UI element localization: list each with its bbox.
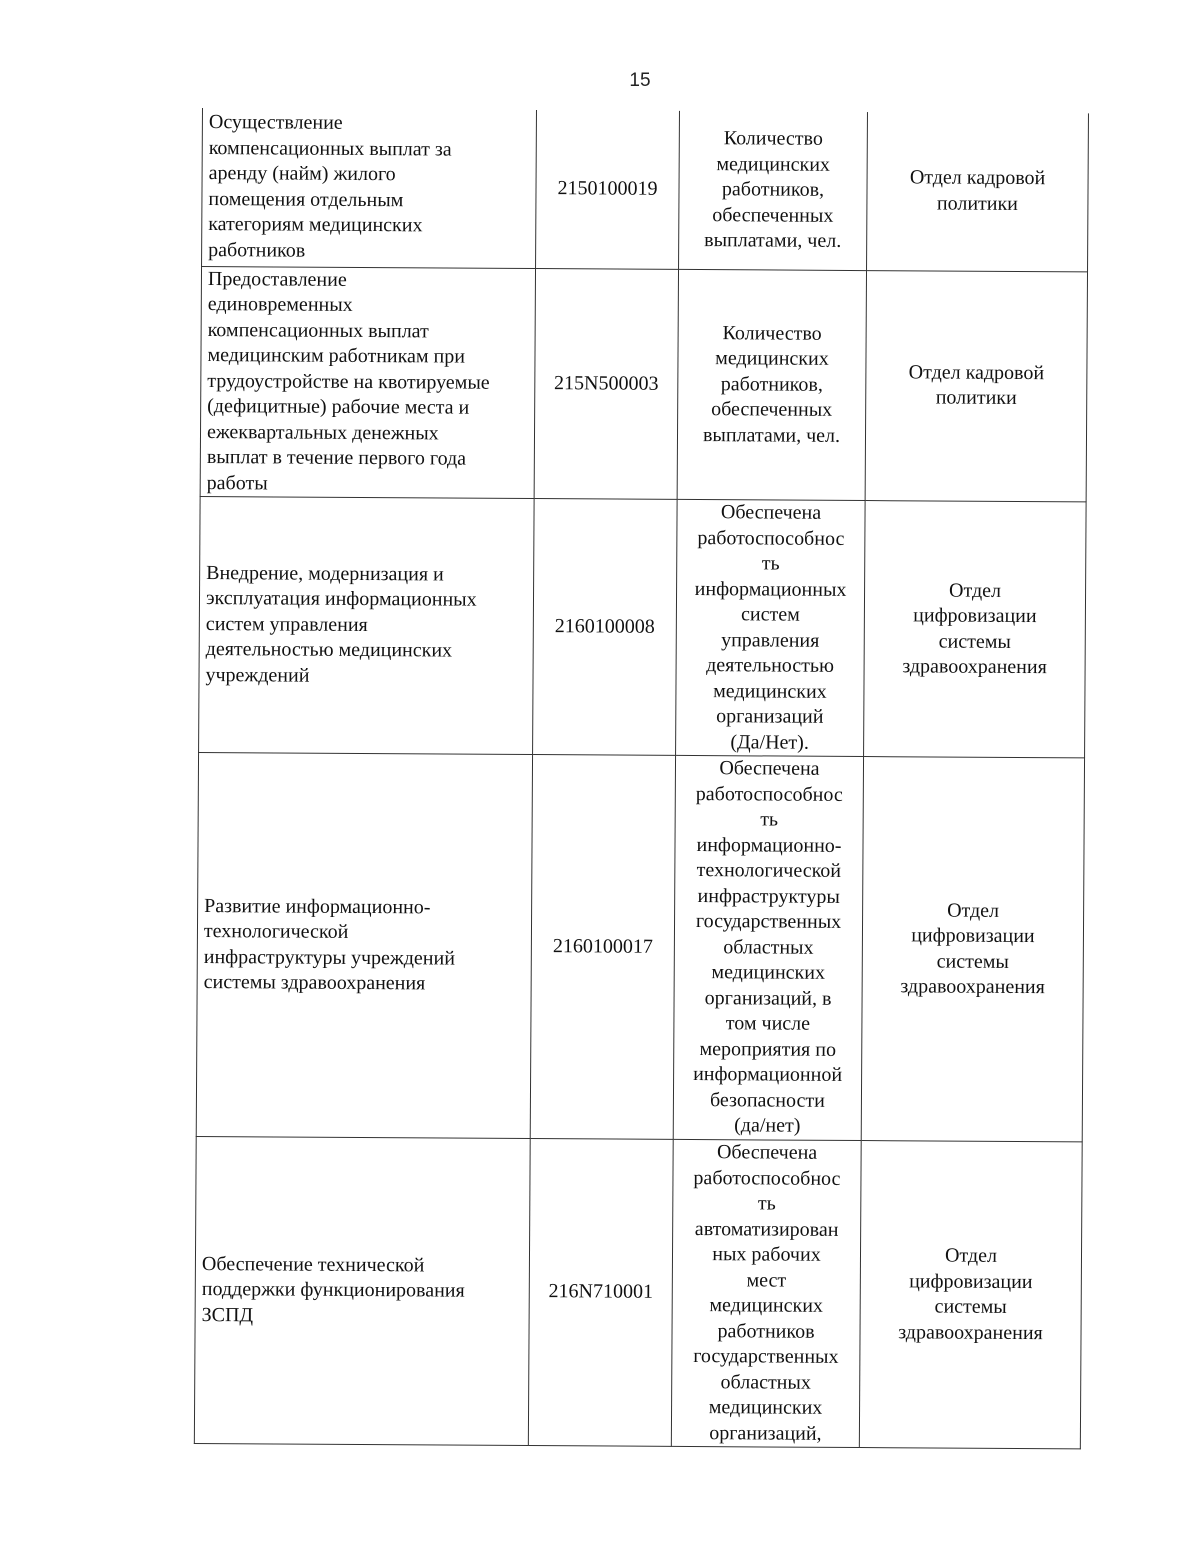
table-row [196, 752, 1084, 1141]
department-cell: Отдел кадровой политики [867, 112, 1089, 271]
department-cell: Отдел цифровизации системы здравоохранения [859, 1141, 1082, 1449]
table-row [200, 266, 1087, 502]
budget-code-cell: 2150100019 [536, 110, 680, 269]
measure-name-cell: Внедрение, модернизация и эксплуатация информационных систем управления деятельностью медицинских учреждений [199, 496, 535, 754]
budget-code-cell: 2160100008 [533, 499, 678, 756]
budget-code-cell: 215N500003 [534, 268, 678, 499]
measures-table [194, 108, 1089, 1449]
department-cell: Отдел цифровизации системы здравоохранения [864, 501, 1087, 758]
indicator-cell: Количество медицинских работников, обеспеченных выплатами, чел. [679, 111, 868, 270]
indicator-cell: Обеспечена работоспособнос ть информационных систем управления деятельностью медицинских организаций (Да/Нет). [676, 499, 866, 756]
indicator-cell: Количество медицинских работников, обеспеченных выплатами, чел. [677, 269, 866, 501]
measure-name-cell: Развитие информационно- технологической инфраструктуры учреждений системы здравоохранения [196, 752, 532, 1138]
page-number: 15 [629, 70, 651, 91]
measure-name-cell: Обеспечение технической поддержки функционирования ЗСПД [194, 1136, 530, 1445]
department-cell: Отдел цифровизации системы здравоохранения [861, 757, 1084, 1142]
measure-name-cell: Предоставление единовременных компенсационных выплат медицинским работникам при трудоустройстве на квотируемые (дефицитные) рабочие места и ежеквартальных денежных выплат в течение первого года работы [200, 266, 535, 499]
measure-name-cell: Осуществление компенсационных выплат за аренду (найм) жилого помещения отдельным категориям медицинских работников [202, 108, 537, 268]
indicator-cell: Обеспечена работоспособнос ть автоматизирован ных рабочих мест медицинских работников государственных областных медицинских организаций, [671, 1139, 861, 1447]
table-row [202, 108, 1089, 271]
department-cell: Отдел кадровой политики [865, 270, 1087, 502]
budget-code-cell: 2160100017 [530, 755, 675, 1140]
budget-code-cell: 216N710001 [528, 1139, 673, 1447]
indicator-cell: Обеспечена работоспособнос ть информационно- технологической инфраструктуры государственных областных медицинских организаций, в том числе мероприятия по информационной безопасности (да/нет) [673, 755, 863, 1140]
table-row [194, 1136, 1082, 1448]
table-row [199, 496, 1087, 757]
